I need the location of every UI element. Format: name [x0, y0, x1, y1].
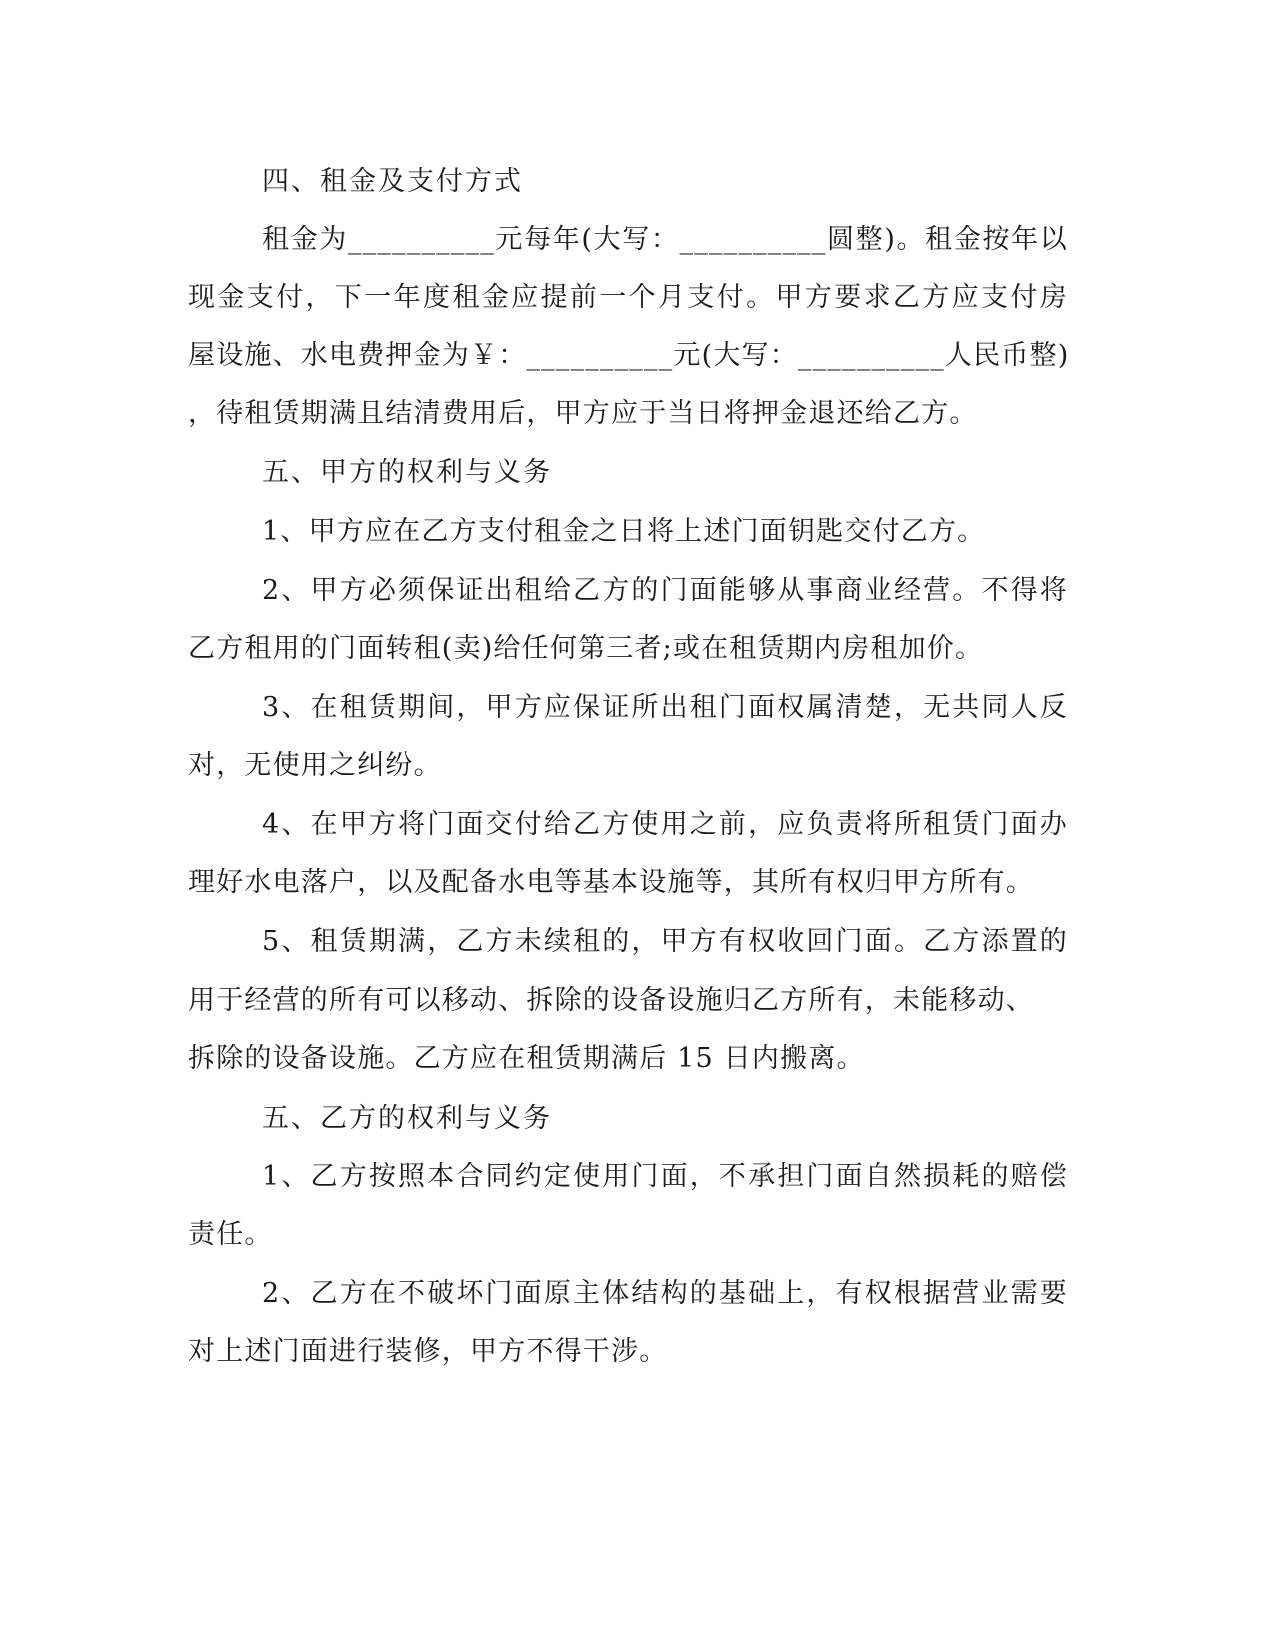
paragraph-line: ，待租赁期满且结清费用后，甲方应于当日将押金退还给乙方。	[188, 398, 978, 429]
section-heading-rent-payment: 四、租金及支付方式	[262, 166, 523, 197]
section-heading-party-a: 五、甲方的权利与义务	[262, 457, 552, 488]
paragraph-line: 2、甲方必须保证出租给乙方的门面能够从事商业经营。不得将	[262, 575, 1068, 606]
paragraph-line: 现金支付，下一年度租金应提前一个月支付。甲方要求乙方应支付房	[188, 282, 1068, 313]
paragraph-line: 1、乙方按照本合同约定使用门面，不承担门面自然损耗的赔偿	[262, 1161, 1068, 1192]
paragraph-line: 租金为__________元每年(大写：__________圆整)。租金按年以	[262, 224, 1068, 255]
paragraph-line: 对，无使用之纠纷。	[188, 750, 442, 781]
paragraph-line: 屋设施、水电费押金为￥：__________元(大写：__________人民币整)	[188, 340, 1070, 371]
paragraph-line: 2、乙方在不破坏门面原主体结构的基础上，有权根据营业需要	[262, 1278, 1068, 1309]
paragraph-line: 用于经营的所有可以移动、拆除的设备设施归乙方所有，未能移动、	[188, 985, 1034, 1016]
paragraph-line: 责任。	[188, 1219, 273, 1250]
paragraph-line: 对上述门面进行装修，甲方不得干涉。	[188, 1336, 668, 1367]
paragraph-line: 拆除的设备设施。乙方应在租赁期满后 15 日内搬离。	[188, 1043, 865, 1074]
paragraph-line: 5、租赁期满，乙方未续租的，甲方有权收回门面。乙方添置的	[262, 926, 1068, 957]
paragraph-line: 乙方租用的门面转租(卖)给任何第三者;或在租赁期内房租加价。	[188, 633, 984, 664]
paragraph-line: 4、在甲方将门面交付给乙方使用之前，应负责将所租赁门面办	[262, 809, 1068, 840]
paragraph-line: 1、甲方应在乙方支付租金之日将上述门面钥匙交付乙方。	[262, 516, 986, 547]
paragraph-line: 理好水电落户，以及配备水电等基本设施等，其所有权归甲方所有。	[188, 867, 1034, 898]
paragraph-line: 3、在租赁期间，甲方应保证所出租门面权属清楚，无共同人反	[262, 692, 1068, 723]
section-heading-party-b: 五、乙方的权利与义务	[262, 1103, 552, 1134]
